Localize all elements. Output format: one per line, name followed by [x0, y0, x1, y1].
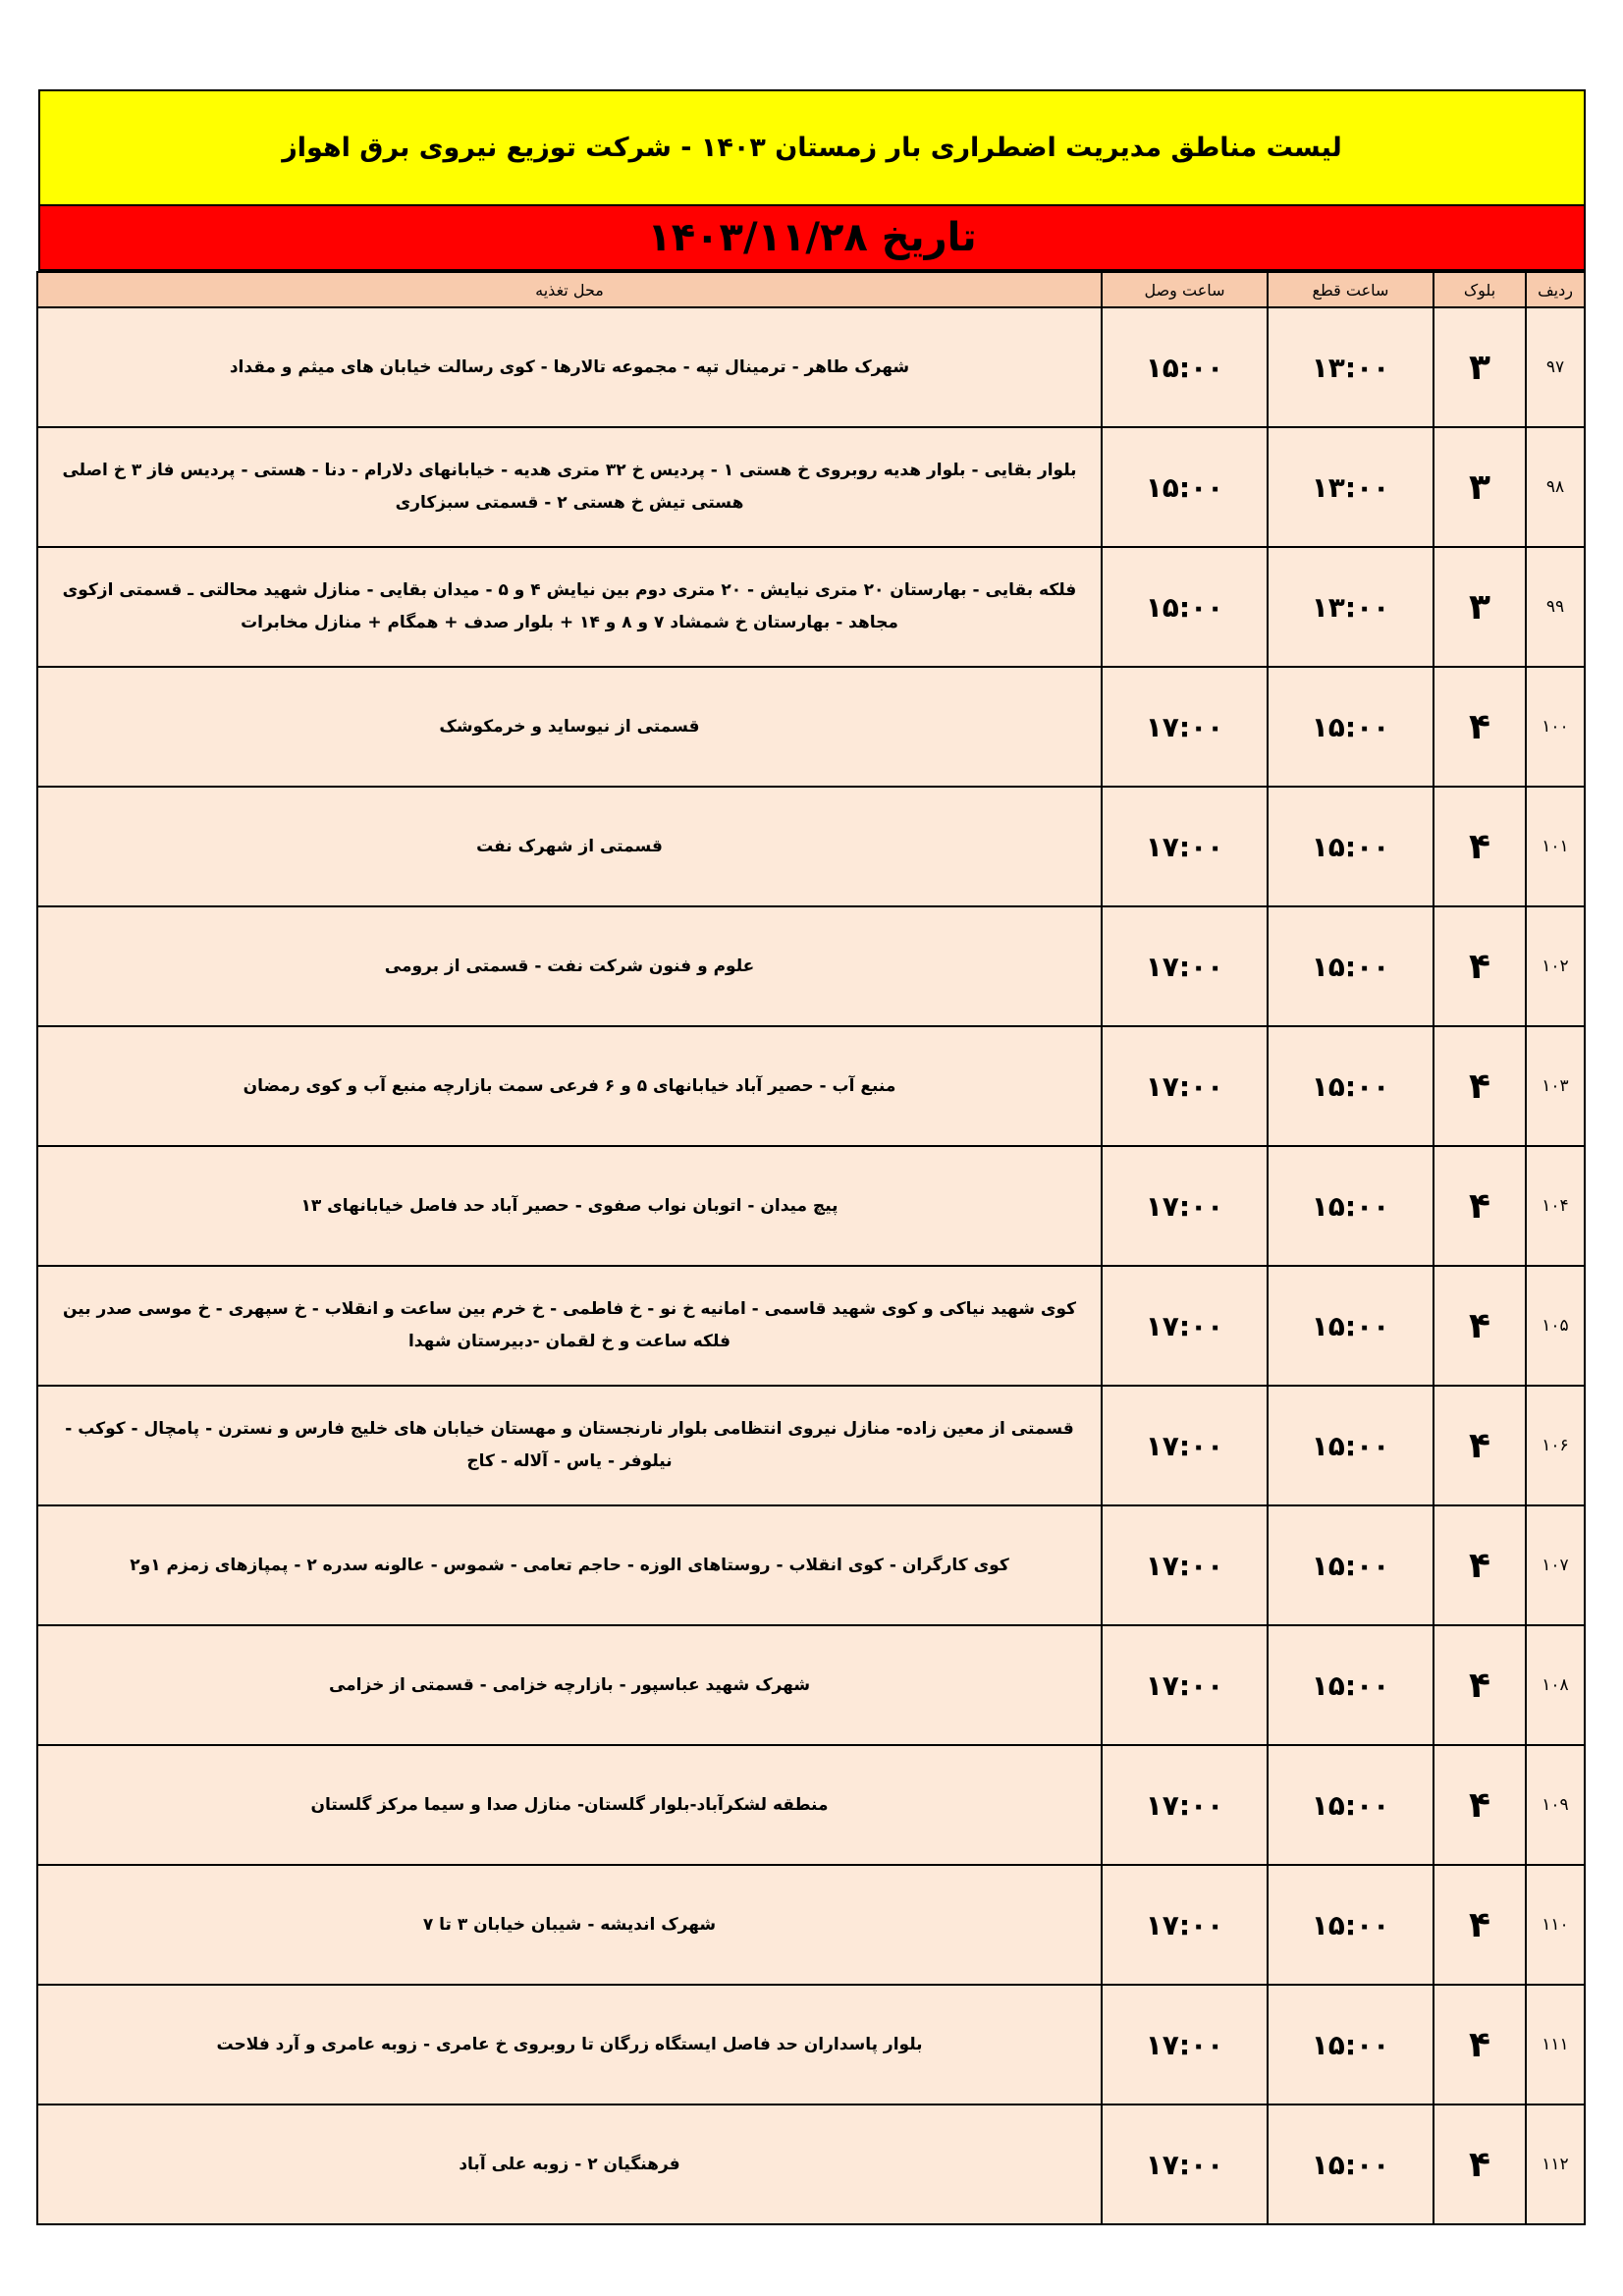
cell-location: بلوار پاسداران حد فاصل ایستگاه زرگان تا روبروی خ عامری - زوبه عامری و آرد فلاحت — [37, 1985, 1102, 2105]
table-row — [37, 1985, 1585, 2105]
cell-connect-time: ۱۷:۰۰ — [1102, 787, 1268, 906]
cell-location: کوی شهید نیاکی و کوی شهید قاسمی - امانیه خ نو - خ فاطمی - خ خرم بین ساعت و انقلاب - خ سپهری - خ موسی صدر بین فلکه ساعت و خ لقمان -دبیرستان شهدا — [37, 1266, 1102, 1386]
cell-location: شهرک طاهر - ترمینال تپه - مجموعه تالارها - کوی رسالت خیابان های میثم و مقداد — [37, 307, 1102, 427]
cell-cut-time: ۱۳:۰۰ — [1268, 427, 1434, 547]
table-row — [37, 307, 1585, 427]
table-row — [37, 1386, 1585, 1505]
cell-block: ۴ — [1434, 2105, 1526, 2224]
table-row — [37, 427, 1585, 547]
cell-row-num: ۱۰۶ — [1526, 1386, 1585, 1505]
cell-block: ۴ — [1434, 1146, 1526, 1266]
cell-row-num: ۱۰۷ — [1526, 1505, 1585, 1625]
cell-connect-time: ۱۷:۰۰ — [1102, 1266, 1268, 1386]
cell-row-num: ۱۱۲ — [1526, 2105, 1585, 2224]
table-row — [37, 1625, 1585, 1745]
cell-block: ۴ — [1434, 1505, 1526, 1625]
schedule-date: تاریخ ۱۴۰۳/۱۱/۲۸ — [38, 206, 1586, 271]
cell-connect-time: ۱۵:۰۰ — [1102, 547, 1268, 667]
cell-cut-time: ۱۳:۰۰ — [1268, 547, 1434, 667]
cell-location: کوی کارگران - کوی انقلاب - روستاهای الوزه - حاجم تعامی - شموس - عالونه سدره ۲ - پمپازهای زمزم ۱و۲ — [37, 1505, 1102, 1625]
table-row — [37, 1865, 1585, 1985]
cell-location: بلوار بقایی - بلوار هدیه روبروی خ هستی ۱ - پردیس خ ۳۲ متری هدیه - خیابانهای دلارام - دنا - هستی - پردیس فاز ۳ خ اصلی هستی تیش خ هستی ۲ - قسمتی سبزکاری — [37, 427, 1102, 547]
cell-connect-time: ۱۷:۰۰ — [1102, 1625, 1268, 1745]
cell-location: قسمتی از شهرک نفت — [37, 787, 1102, 906]
cell-cut-time: ۱۵:۰۰ — [1268, 1266, 1434, 1386]
col-header-row-num: ردیف — [1526, 272, 1585, 307]
cell-connect-time: ۱۷:۰۰ — [1102, 906, 1268, 1026]
cell-connect-time: ۱۷:۰۰ — [1102, 1026, 1268, 1146]
cell-row-num: ۹۸ — [1526, 427, 1585, 547]
cell-cut-time: ۱۳:۰۰ — [1268, 307, 1434, 427]
cell-location: قسمتی از معین زاده- منازل نیروی انتظامی بلوار نارنجستان و مهستان خیابان های خلیج فارس و نسترن - پامچال - کوکب - نیلوفر - یاس - آلاله - کاج — [37, 1386, 1102, 1505]
cell-location: شهرک اندیشه - شیبان خیابان ۳ تا ۷ — [37, 1865, 1102, 1985]
cell-connect-time: ۱۷:۰۰ — [1102, 1865, 1268, 1985]
cell-connect-time: ۱۵:۰۰ — [1102, 307, 1268, 427]
col-header-block: بلوک — [1434, 272, 1526, 307]
table-row — [37, 547, 1585, 667]
cell-connect-time: ۱۷:۰۰ — [1102, 1505, 1268, 1625]
cell-connect-time: ۱۷:۰۰ — [1102, 1146, 1268, 1266]
table-row — [37, 667, 1585, 787]
cell-cut-time: ۱۵:۰۰ — [1268, 1505, 1434, 1625]
table-header-row — [37, 272, 1585, 307]
table-row — [37, 1146, 1585, 1266]
cell-block: ۴ — [1434, 1625, 1526, 1745]
cell-block: ۴ — [1434, 1865, 1526, 1985]
cell-location: منبع آب - حصیر آباد خیابانهای ۵ و ۶ فرعی سمت بازارچه منبع آب و کوی رمضان — [37, 1026, 1102, 1146]
cell-block: ۴ — [1434, 667, 1526, 787]
table-row — [37, 1745, 1585, 1865]
cell-block: ۳ — [1434, 307, 1526, 427]
cell-block: ۴ — [1434, 1026, 1526, 1146]
cell-location: فرهنگیان ۲ - زوبه علی آباد — [37, 2105, 1102, 2224]
table-row — [37, 2105, 1585, 2224]
cell-row-num: ۱۰۳ — [1526, 1026, 1585, 1146]
cell-connect-time: ۱۵:۰۰ — [1102, 427, 1268, 547]
cell-block: ۴ — [1434, 1745, 1526, 1865]
cell-location: فلکه بقایی - بهارستان ۲۰ متری نیایش - ۲۰ متری دوم بین نیایش ۴ و ۵ - میدان بقایی - منازل شهید محالتی ـ قسمتی ازکوی مجاهد - بهارستان خ شمشاد ۷ و ۸ و ۱۴ + بلوار صدف + همگام + منازل مخابرات — [37, 547, 1102, 667]
cell-cut-time: ۱۵:۰۰ — [1268, 787, 1434, 906]
cell-row-num: ۹۹ — [1526, 547, 1585, 667]
cell-row-num: ۱۰۱ — [1526, 787, 1585, 906]
col-header-location: محل تغذیه — [37, 272, 1102, 307]
cell-cut-time: ۱۵:۰۰ — [1268, 1865, 1434, 1985]
cell-cut-time: ۱۵:۰۰ — [1268, 1386, 1434, 1505]
cell-row-num: ۱۰۲ — [1526, 906, 1585, 1026]
cell-cut-time: ۱۵:۰۰ — [1268, 1625, 1434, 1745]
table-row — [37, 1026, 1585, 1146]
cell-row-num: ۱۰۴ — [1526, 1146, 1585, 1266]
cell-connect-time: ۱۷:۰۰ — [1102, 1985, 1268, 2105]
table-row — [37, 787, 1585, 906]
cell-cut-time: ۱۵:۰۰ — [1268, 1985, 1434, 2105]
schedule-table — [36, 271, 1586, 2225]
cell-cut-time: ۱۵:۰۰ — [1268, 1026, 1434, 1146]
cell-row-num: ۱۰۹ — [1526, 1745, 1585, 1865]
cell-row-num: ۱۰۰ — [1526, 667, 1585, 787]
cell-connect-time: ۱۷:۰۰ — [1102, 667, 1268, 787]
col-header-cut-time: ساعت قطع — [1268, 272, 1434, 307]
cell-block: ۴ — [1434, 1985, 1526, 2105]
cell-block: ۳ — [1434, 547, 1526, 667]
col-header-connect-time: ساعت وصل — [1102, 272, 1268, 307]
cell-cut-time: ۱۵:۰۰ — [1268, 1745, 1434, 1865]
cell-location: پیچ میدان - اتوبان نواب صفوی - حصیر آباد حد فاصل خیابانهای ۱۳ — [37, 1146, 1102, 1266]
cell-row-num: ۱۰۵ — [1526, 1266, 1585, 1386]
cell-connect-time: ۱۷:۰۰ — [1102, 1386, 1268, 1505]
table-row — [37, 1266, 1585, 1386]
cell-location: قسمتی از نیوساید و خرمکوشک — [37, 667, 1102, 787]
cell-cut-time: ۱۵:۰۰ — [1268, 906, 1434, 1026]
table-row — [37, 906, 1585, 1026]
cell-row-num: ۱۱۰ — [1526, 1865, 1585, 1985]
cell-connect-time: ۱۷:۰۰ — [1102, 2105, 1268, 2224]
cell-location: منطقه لشکرآباد-بلوار گلستان- منازل صدا و سیما مرکز گلستان — [37, 1745, 1102, 1865]
cell-location: شهرک شهید عباسپور - بازارچه خزامی - قسمتی از خزامی — [37, 1625, 1102, 1745]
table-body — [37, 307, 1585, 2224]
cell-block: ۴ — [1434, 1266, 1526, 1386]
cell-cut-time: ۱۵:۰۰ — [1268, 1146, 1434, 1266]
cell-row-num: ۱۱۱ — [1526, 1985, 1585, 2105]
cell-cut-time: ۱۵:۰۰ — [1268, 2105, 1434, 2224]
cell-connect-time: ۱۷:۰۰ — [1102, 1745, 1268, 1865]
page-title: لیست مناطق مدیریت اضطراری بار زمستان ۱۴۰۳ - شرکت توزیع نیروی برق اهواز — [38, 89, 1586, 206]
cell-block: ۴ — [1434, 1386, 1526, 1505]
cell-block: ۴ — [1434, 787, 1526, 906]
cell-row-num: ۱۰۸ — [1526, 1625, 1585, 1745]
outage-schedule-sheet — [38, 89, 1586, 2225]
cell-location: علوم و فنون شرکت نفت - قسمتی از برومی — [37, 906, 1102, 1026]
cell-block: ۴ — [1434, 906, 1526, 1026]
table-row — [37, 1505, 1585, 1625]
cell-row-num: ۹۷ — [1526, 307, 1585, 427]
cell-block: ۳ — [1434, 427, 1526, 547]
cell-cut-time: ۱۵:۰۰ — [1268, 667, 1434, 787]
